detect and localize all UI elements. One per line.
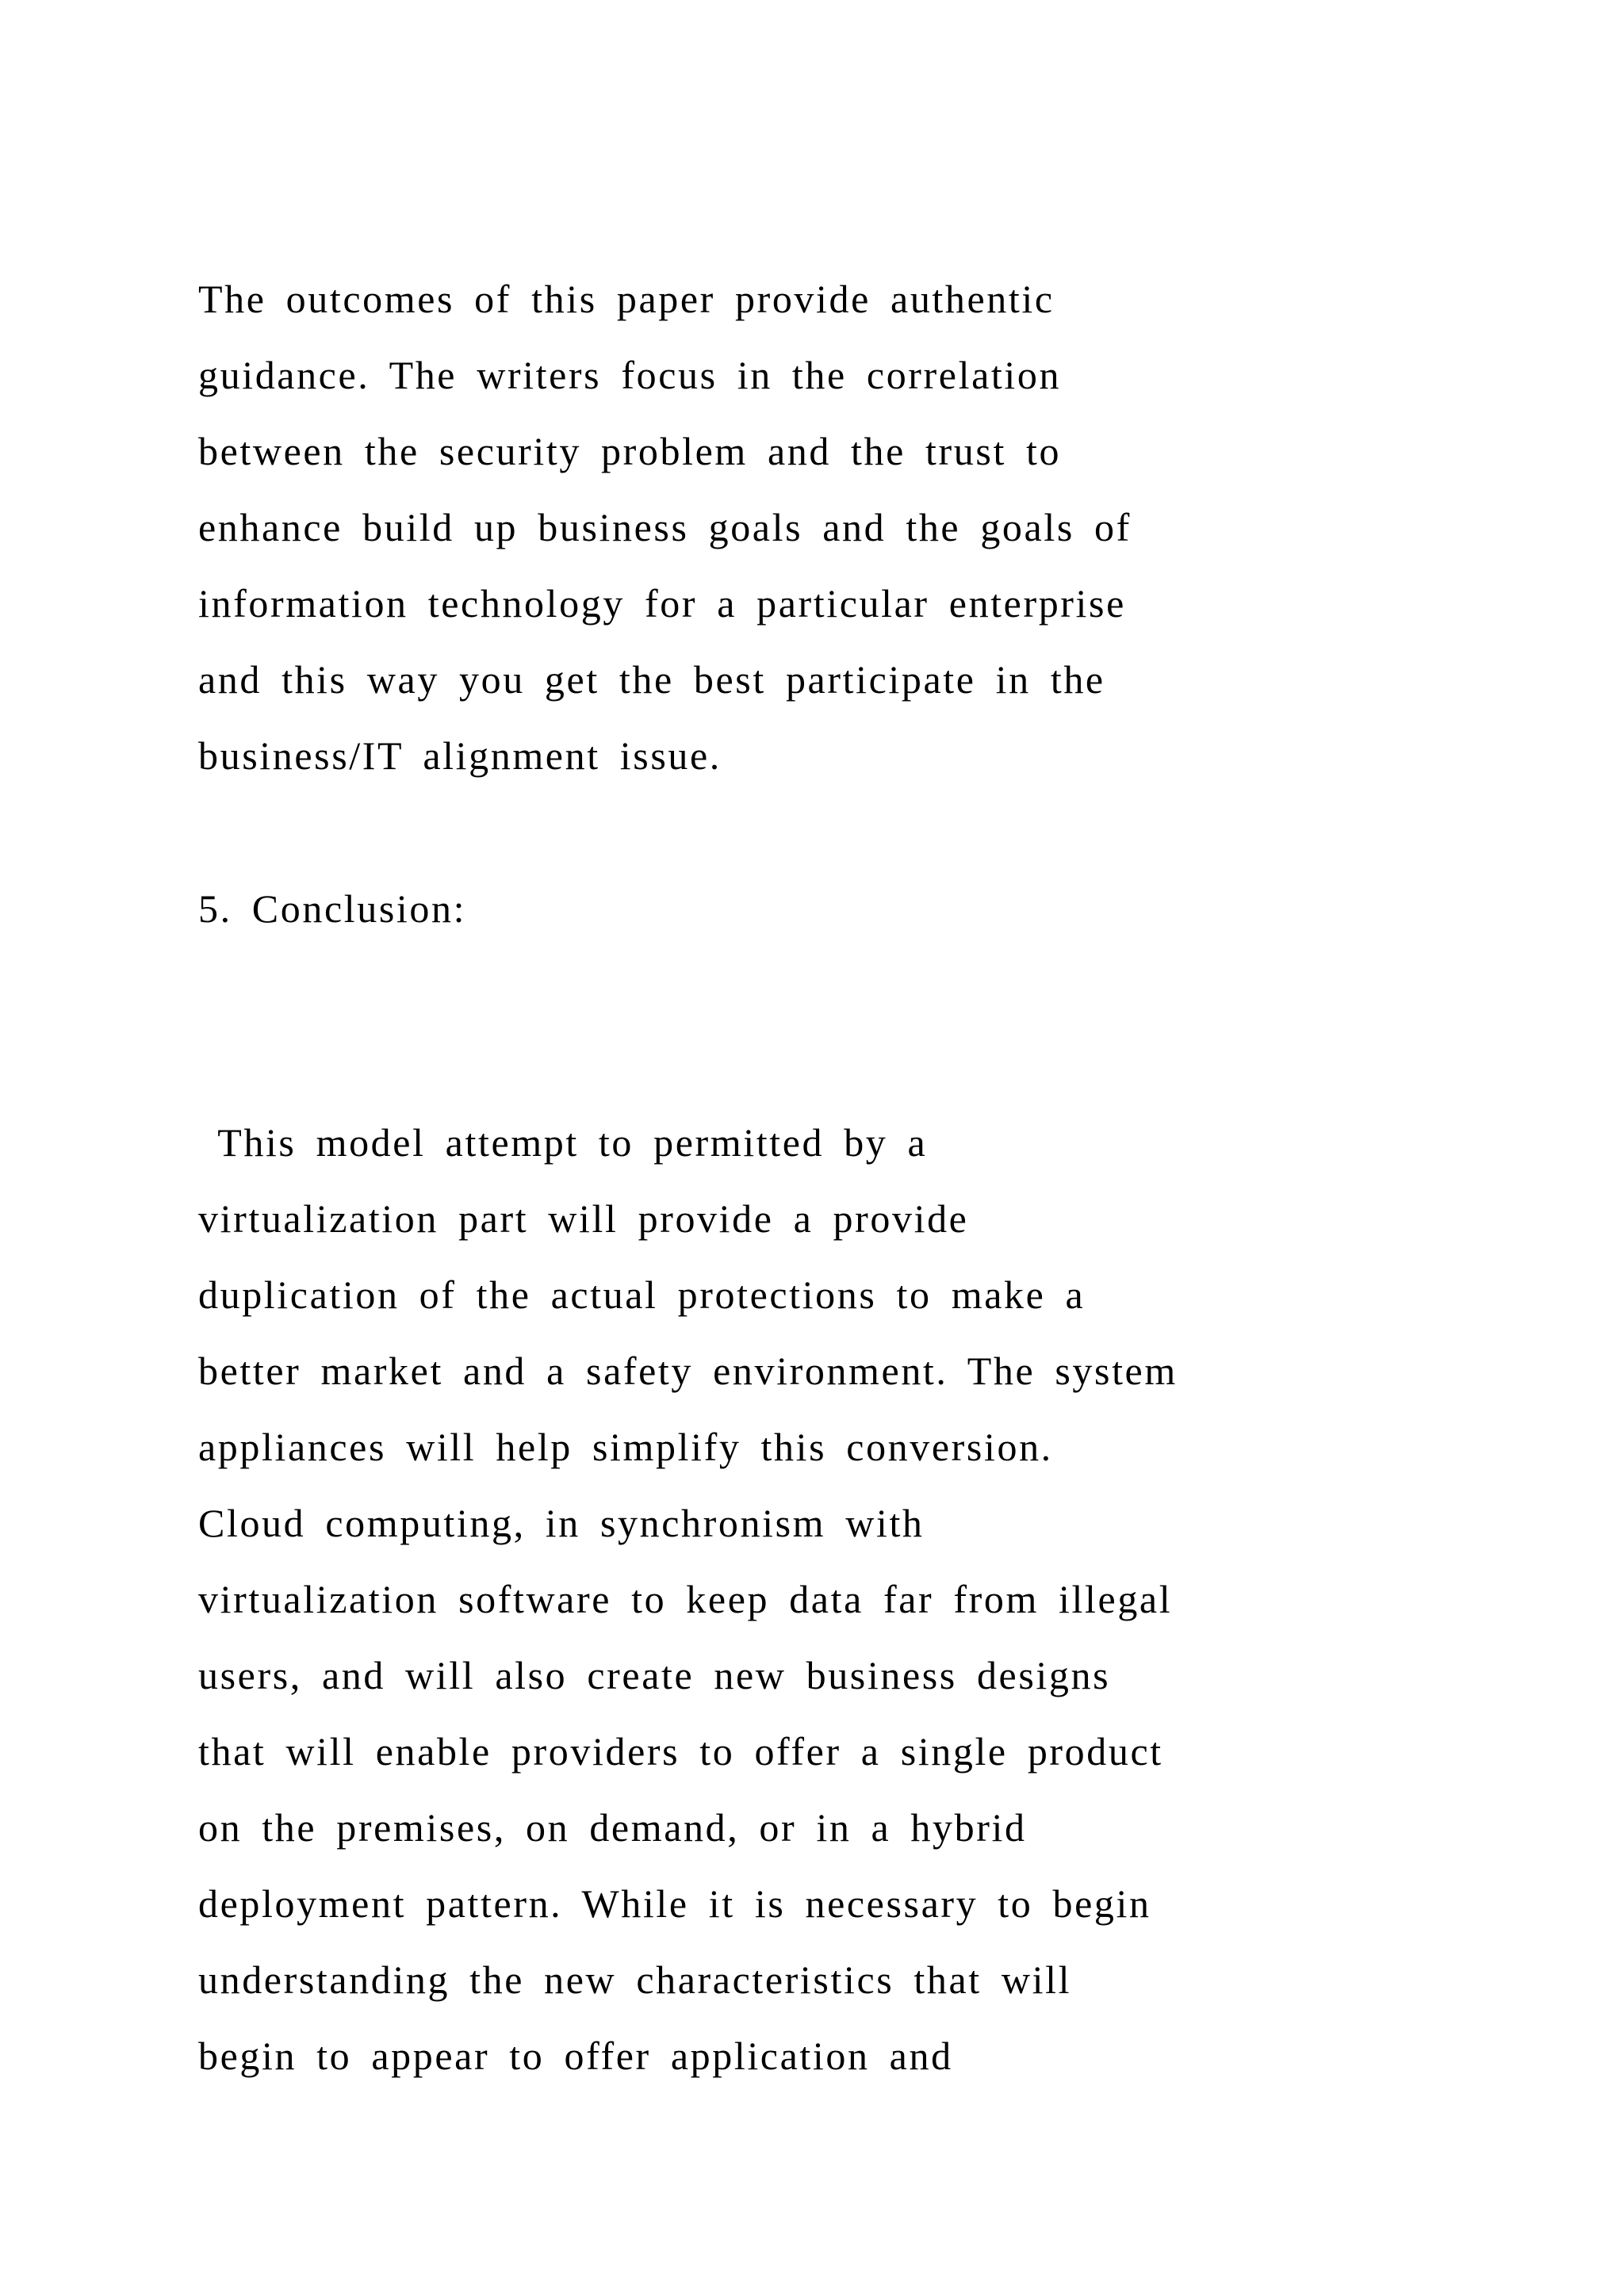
paragraph-2-line-9: that will enable providers to offer a single product: [198, 1729, 1163, 1774]
paragraph-1-line-4: enhance build up business goals and the goals of: [198, 505, 1132, 549]
paragraph-2-line-7: virtualization software to keep data far from illegal: [198, 1577, 1173, 1621]
paragraph-1-line-5: information technology for a particular enterprise: [198, 581, 1126, 626]
paragraph-2-line-13: begin to appear to offer application and: [198, 2034, 953, 2078]
paragraph-2-line-11: deployment pattern. While it is necessary to begin: [198, 1881, 1151, 1926]
section-heading: 5. Conclusion:: [198, 886, 467, 931]
paragraph-2-line-2: virtualization part will provide a provide: [198, 1196, 969, 1241]
paragraph-2-line-4: better market and a safety environment. The system: [198, 1349, 1178, 1393]
paragraph-2-line-8: users, and will also create new business designs: [198, 1653, 1111, 1697]
paragraph-1-line-1: The outcomes of this paper provide authentic: [198, 277, 1055, 321]
paragraph-2-line-6: Cloud computing, in synchronism with: [198, 1501, 925, 1545]
paragraph-1-line-7: business/IT alignment issue.: [198, 733, 722, 778]
paragraph-2-line-1: This model attempt to permitted by a: [198, 1120, 928, 1165]
paragraph-1-line-3: between the security problem and the trust to: [198, 429, 1062, 473]
paragraph-2-line-3: duplication of the actual protections to make a: [198, 1272, 1086, 1317]
paragraph-2-line-10: on the premises, on demand, or in a hybrid: [198, 1805, 1027, 1850]
paragraph-2-line-12: understanding the new characteristics that will: [198, 1957, 1072, 2002]
paragraph-1-line-6: and this way you get the best participate in the: [198, 657, 1105, 702]
paragraph-2-line-5: appliances will help simplify this conversion.: [198, 1425, 1053, 1469]
paragraph-1-line-2: guidance. The writers focus in the correlation: [198, 353, 1062, 397]
